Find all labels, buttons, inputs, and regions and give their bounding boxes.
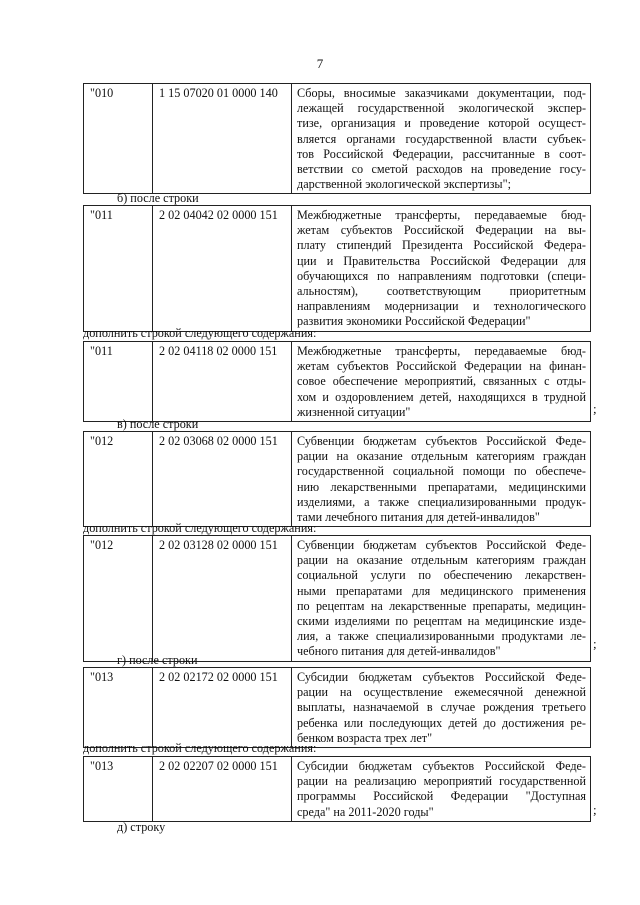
row-code: "011: [84, 342, 153, 422]
description-line: хом и оздоровлением детей, находящихся в трудной: [297, 389, 586, 404]
description-line: совое обеспечение мероприятий, связанных с отды-: [297, 374, 586, 389]
description-line: Субсидии бюджетам субъектов Российской Феде-: [297, 670, 586, 684]
description-line: альностям), соответствующим приоритетным: [297, 284, 586, 299]
row-code: "011: [84, 206, 153, 332]
row-code: "013: [84, 757, 153, 822]
row-description: [292, 536, 591, 662]
description-line: рации на осуществление ежемесячной денежной: [297, 685, 586, 700]
description-line: жизненной ситуации": [297, 404, 411, 419]
description-line: тов Российской Федерации, рассчитанные в соот-: [297, 146, 586, 161]
semicolon: ;: [593, 802, 597, 817]
row-kbk: 2 02 04042 02 0000 151: [153, 206, 292, 332]
row-kbk: 2 02 02207 02 0000 151: [153, 757, 292, 822]
table-row: [83, 83, 591, 194]
table-row: [83, 535, 591, 662]
row-code: "013: [84, 668, 153, 748]
table-row: [83, 341, 591, 422]
row-kbk: 2 02 03068 02 0000 151: [153, 432, 292, 527]
description-line: лежащей государственной экологической экспер-: [297, 101, 586, 116]
description-line: вляется органами государственной власти субъек-: [297, 131, 586, 146]
instruction-v: в) после строки: [117, 417, 199, 431]
description-line: жетам субъектов Российской Федерации на финан-: [297, 359, 586, 374]
row-code: "012: [84, 432, 153, 527]
description-line: рации на оказание отдельным категориям граждан: [297, 449, 586, 464]
description-line: скими изделиями по рецептам на медицинские изде-: [297, 614, 586, 629]
description-line: бенком возраста трех лет": [297, 730, 433, 745]
table-row: [83, 431, 591, 527]
table-row: [83, 756, 591, 822]
description-line: среда" на 2011-2020 годы": [297, 804, 434, 819]
description-line: Межбюджетные трансферты, передаваемые бюд-: [297, 344, 586, 358]
description-line: ными препаратами для медицинского применения: [297, 583, 586, 598]
row-description: [292, 757, 591, 822]
description-line: плату стипендий Президента Российской Федера-: [297, 238, 586, 253]
table-row: [83, 667, 591, 748]
instruction-add-2: дополнить строкой следующего содержания:: [83, 521, 317, 535]
row-description: [292, 432, 591, 527]
description-line: Межбюджетные трансферты, передаваемые бюд-: [297, 208, 586, 222]
row-description: [292, 84, 591, 194]
description-line: направлениям модернизации и технологического: [297, 299, 586, 314]
instruction-add-1: дополнить строкой следующего содержания:: [83, 326, 317, 340]
instruction-add-3: дополнить строкой следующего содержания:: [83, 741, 317, 755]
table-row: [83, 205, 591, 332]
description-line: тизе, организация и проведение которой осущест-: [297, 116, 586, 131]
description-line: рации на реализацию мероприятий государственной: [297, 774, 586, 789]
row-kbk: 2 02 02172 02 0000 151: [153, 668, 292, 748]
description-line: жетам субъектов Российской Федерации на вы-: [297, 223, 586, 238]
description-line: Субсидии бюджетам субъектов Российской Феде-: [297, 759, 586, 773]
description-line: рации на оказание отдельным категориям граждан: [297, 553, 586, 568]
row-kbk: 1 15 07020 01 0000 140: [153, 84, 292, 194]
description-line: изделиями, а также специализированными продук-: [297, 494, 586, 509]
description-line: чебного питания для детей-инвалидов": [297, 644, 501, 659]
description-line: нию лекарственными препаратами, медицинскими: [297, 479, 586, 494]
description-line: тами лечебного питания для детей-инвалидов": [297, 510, 540, 525]
description-line: государственной социальной помощи по обеспече-: [297, 464, 586, 479]
semicolon: ;: [593, 401, 597, 416]
description-line: Субвенции бюджетам субъектов Российской Феде-: [297, 538, 586, 552]
page-number: 7: [316, 56, 324, 71]
description-line: Субвенции бюджетам субъектов Российской Феде-: [297, 434, 586, 448]
description-line: по рецептам на лекарственные препараты, медицин-: [297, 598, 586, 613]
row-description: [292, 206, 591, 332]
row-description: [292, 668, 591, 748]
description-line: обучающихся по направлениям подготовки (специ-: [297, 268, 586, 283]
instruction-d: д) строку: [117, 820, 166, 834]
description-line: социальной услуги по обеспечению лекарствен-: [297, 568, 586, 583]
row-kbk: 2 02 04118 02 0000 151: [153, 342, 292, 422]
row-code: "012: [84, 536, 153, 662]
description-line: программы Российской Федерации "Доступная: [297, 789, 586, 804]
instruction-g: г) после строки: [117, 653, 198, 667]
row-kbk: 2 02 03128 02 0000 151: [153, 536, 292, 662]
description-line: выплаты, назначаемой в случае рождения третьего: [297, 700, 586, 715]
description-line: Сборы, вносимые заказчиками документации, под-: [297, 86, 586, 100]
description-line: развития экономики Российской Федерации": [297, 314, 531, 329]
instruction-b: б) после строки: [117, 191, 199, 205]
description-line: дарственной экологической экспертизы";: [297, 177, 511, 192]
row-code: "010: [84, 84, 153, 194]
description-line: ции и Правительства Российской Федерации для: [297, 253, 586, 268]
semicolon: ;: [593, 636, 597, 651]
description-line: ребенка или последующих детей до достижения ре-: [297, 715, 586, 730]
description-line: лия, а также специализированными продуктами ле-: [297, 629, 586, 644]
row-description: [292, 342, 591, 422]
description-line: ветствии со сметой расходов на проведение госу-: [297, 162, 586, 177]
